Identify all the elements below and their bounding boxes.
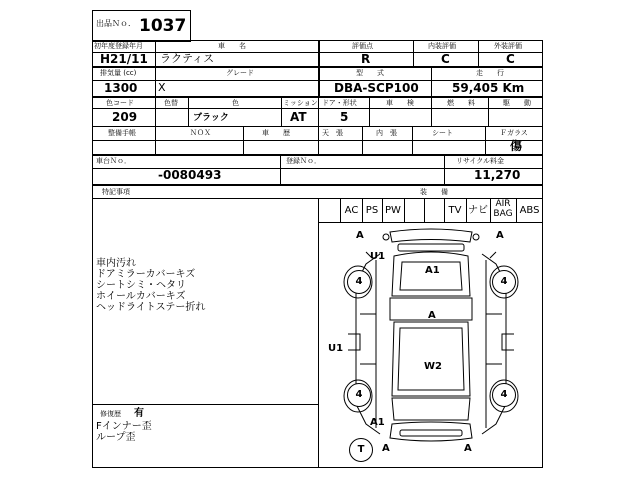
lot-number: 1037 bbox=[139, 16, 187, 36]
inspection-label: 車 検 bbox=[386, 99, 414, 107]
car-name-label: 車 名 bbox=[218, 42, 246, 50]
chassis-value: -0080493 bbox=[158, 168, 222, 182]
tire-rear-right: 4 bbox=[492, 383, 516, 407]
transmission-label: ミッション bbox=[283, 99, 318, 107]
rating-label: 評価点 bbox=[352, 42, 373, 50]
marker-roof: A bbox=[428, 310, 436, 321]
equipment-abs: ABS bbox=[519, 205, 540, 216]
chassis-label: 車台Ｎｏ． bbox=[96, 157, 131, 165]
lot-box bbox=[92, 10, 191, 42]
exterior-rating-label: 外装評価 bbox=[494, 42, 522, 50]
marker-u1-top: U1 bbox=[370, 251, 386, 262]
lot-label: 出品Ｎｏ． bbox=[96, 19, 136, 28]
note-line: 車内汚れ bbox=[96, 258, 136, 269]
color-label: 色 bbox=[232, 99, 239, 107]
equipment-label: 装 備 bbox=[420, 188, 448, 196]
marker-u1-side: U1 bbox=[328, 343, 344, 354]
doors-label: ドア・形状 bbox=[322, 99, 357, 107]
notes-label: 特記事項 bbox=[102, 188, 130, 196]
repair-value: 有 bbox=[134, 408, 144, 419]
equipment-ps: PS bbox=[365, 205, 379, 216]
first-reg-value: H21/11 bbox=[100, 52, 148, 66]
registration-label: 登録Ｎｏ． bbox=[286, 157, 321, 165]
exterior-rating-value: C bbox=[506, 52, 515, 66]
displacement-label: 排気量 (cc) bbox=[100, 69, 137, 77]
marker-a1-rear: A1 bbox=[370, 417, 385, 428]
doors-value: 5 bbox=[340, 110, 349, 124]
interior-trim-label: 内 張 bbox=[376, 129, 397, 137]
mileage-value: 59,405 Km bbox=[452, 81, 525, 95]
drive-label: 駆 動 bbox=[503, 99, 531, 107]
glass-value: 傷 bbox=[510, 139, 523, 153]
marker-front-left: A bbox=[356, 230, 364, 241]
displacement-value: 1300 bbox=[104, 81, 138, 95]
glass-label: Ｆガラス bbox=[500, 129, 528, 137]
equipment-tv: TV bbox=[448, 205, 462, 216]
note-line: ドアミラーカバーキズ bbox=[96, 269, 196, 280]
recycle-label: リサイクル料金 bbox=[456, 157, 505, 165]
mileage-label: 走 行 bbox=[476, 69, 504, 77]
interior-rating-label: 内装評価 bbox=[428, 42, 456, 50]
model-label: 型 式 bbox=[356, 69, 384, 77]
marker-a1-hood: A1 bbox=[425, 265, 440, 276]
grade-value: X bbox=[158, 81, 166, 94]
repair-line: Fインナー歪 bbox=[96, 421, 152, 432]
interior-rating-value: C bbox=[441, 52, 450, 66]
ceiling-label: 天 張 bbox=[322, 129, 343, 137]
marker-front-right: A bbox=[496, 230, 504, 241]
recycle-value: 11,270 bbox=[474, 168, 521, 182]
rating-value: R bbox=[361, 52, 371, 66]
tire-rear-left: 4 bbox=[347, 383, 371, 407]
fuel-label: 燃 料 bbox=[447, 99, 475, 107]
color-value: ブラック bbox=[193, 113, 229, 123]
equipment-ac: AC bbox=[344, 205, 359, 216]
repair-label: 修復歴 bbox=[100, 410, 121, 418]
first-reg-label: 初年度登録年月 bbox=[94, 42, 143, 50]
equipment-navi: ナビ bbox=[468, 205, 488, 216]
tire-front-right: 4 bbox=[492, 270, 516, 294]
car-name-value: ラクティス bbox=[160, 52, 215, 65]
car-diagram bbox=[320, 224, 542, 468]
nox-label: ＮＯＸ bbox=[190, 129, 211, 137]
note-line: ホイールカバーキズ bbox=[96, 291, 186, 302]
history-label: 車 歴 bbox=[262, 129, 290, 137]
grade-label: グレード bbox=[226, 69, 254, 77]
equipment-pw: PW bbox=[385, 205, 401, 216]
color-code-value: 209 bbox=[112, 110, 138, 124]
marker-rear-a-right: A bbox=[464, 443, 472, 454]
trunk-marker: T bbox=[349, 438, 373, 462]
seat-label: シート bbox=[432, 129, 453, 137]
maintenance-label: 整備手帳 bbox=[108, 129, 136, 137]
marker-rear-a-left: A bbox=[382, 443, 390, 454]
color-shade-label: 色替 bbox=[164, 99, 178, 107]
repair-line: ループ歪 bbox=[96, 432, 136, 443]
transmission-value: AT bbox=[290, 110, 307, 124]
color-code-label: 色コード bbox=[106, 99, 134, 107]
model-value: DBA-SCP100 bbox=[334, 81, 419, 95]
note-line: ヘッドライトステー折れ bbox=[96, 302, 206, 313]
marker-w2: W2 bbox=[424, 361, 442, 372]
note-line: シートシミ・ヘタリ bbox=[96, 280, 186, 291]
tire-front-left: 4 bbox=[347, 270, 371, 294]
equipment-airbag: AIR BAG bbox=[493, 199, 513, 219]
